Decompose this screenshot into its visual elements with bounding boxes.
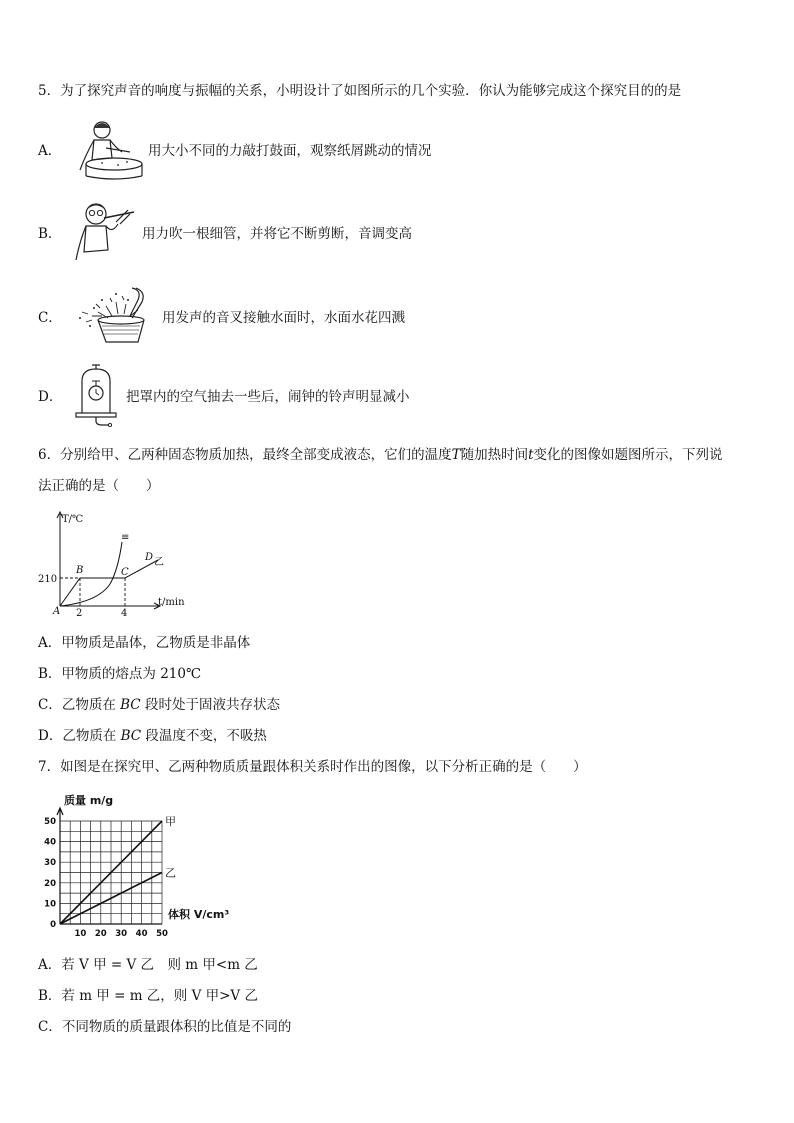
- bell-jar-illustration: [72, 363, 122, 427]
- curve-top-symbol: ≡: [121, 532, 130, 543]
- option-text: 用大小不同的力敲打鼓面，观察纸屑跳动的情况: [148, 143, 432, 159]
- option-letter: A．: [38, 957, 62, 973]
- x-tick-label: 40: [135, 929, 148, 939]
- y-tick-label: 30: [44, 858, 56, 869]
- x-tick-2: 2: [76, 608, 83, 618]
- option-text: 乙物质在: [62, 728, 121, 744]
- q7-option-c: [38, 1017, 291, 1037]
- option-text: 若 m 甲 = m 乙，则 V 甲>V 乙: [61, 988, 258, 1004]
- series-label-yi: 乙: [165, 866, 176, 880]
- option-letter: D．: [38, 389, 63, 405]
- option-text: 乙物质在: [61, 697, 121, 713]
- option-letter: C．: [38, 697, 62, 713]
- option-text: 把罩内的空气抽去一些后，闹钟的铃声明显减小: [126, 389, 410, 405]
- chart-axes: [57, 808, 162, 924]
- point-label-a: A: [53, 606, 61, 617]
- x-tick-4: 4: [121, 608, 128, 618]
- q6-option-d: [38, 726, 267, 746]
- q7-stem: 7．如图是在探究甲、乙两种物质质量跟体积关系时作出的图像，以下分析正确的是（ ）: [38, 759, 587, 775]
- x-axis-label: 体积 V/cm³: [168, 908, 230, 921]
- option-letter: C．: [38, 1019, 62, 1035]
- option-text: 甲物质是晶体，乙物质是非晶体: [61, 635, 251, 651]
- q6-stem-part: 随加热时间: [460, 447, 529, 463]
- q6-stem-line1: [38, 445, 723, 465]
- y-tick-label: 40: [44, 837, 56, 848]
- q6-stem-part: 变化的图像如题图所示，下列说: [533, 447, 723, 463]
- option-em: BC: [120, 728, 142, 744]
- y-tick-210: 210: [38, 574, 58, 585]
- y-tick-label: 50: [44, 817, 56, 827]
- q6-option-a: [38, 633, 250, 653]
- q5-option-b: [38, 200, 412, 264]
- option-text: 若 V 甲 = V 乙 则 m 甲<m 乙: [61, 957, 258, 973]
- y-tick-label: 0: [50, 920, 56, 930]
- point-label-d: D: [145, 552, 154, 563]
- curve-jia: [60, 542, 122, 606]
- x-axis-label: t/min: [158, 597, 185, 608]
- point-label-b: B: [76, 565, 84, 576]
- option-letter: B．: [38, 226, 62, 242]
- q6-stem-var-t: t: [528, 447, 534, 463]
- y-tick-label: 20: [44, 878, 56, 889]
- q6-stem-part: 6．分别给甲、乙两种固态物质加热，最终全部变成液态，它们的温度: [38, 447, 452, 463]
- x-tick-label: 20: [94, 929, 107, 939]
- q5-option-a: [38, 118, 432, 180]
- y-axis-label: T/℃: [62, 514, 84, 525]
- option-letter: B．: [38, 988, 62, 1004]
- option-text: 段温度不变，不吸热: [141, 728, 267, 744]
- x-tick-label: 50: [156, 929, 168, 939]
- option-text: 甲物质的熔点为 210℃: [61, 666, 202, 682]
- option-text: 用发声的音叉接触水面时，水面水花四溅: [162, 310, 405, 326]
- y-tick-label: 10: [44, 899, 56, 910]
- series-label-jia: 甲: [165, 815, 176, 828]
- q6-temperature-graph: [36, 508, 188, 618]
- q6-option-b: [38, 664, 201, 684]
- q7-option-a: [38, 955, 258, 975]
- q6-option-c: [38, 695, 280, 715]
- drum-illustration: [72, 118, 144, 180]
- y-axis-label: 质量 m/g: [64, 794, 114, 807]
- curve-label-yi: 乙: [154, 557, 164, 568]
- tuning-fork-water-illustration: [72, 286, 158, 346]
- straw-illustration: [72, 200, 138, 264]
- q5-stem: 5．为了探究声音的响度与振幅的关系，小明设计了如图所示的几个实验．你认为能够完成这个探究目的的是: [38, 83, 682, 99]
- option-em: BC: [120, 697, 141, 713]
- point-label-c: C: [121, 567, 129, 578]
- option-letter: A．: [38, 143, 62, 159]
- x-tick-label: 30: [115, 929, 128, 939]
- curve-yi: [60, 560, 158, 606]
- q5-option-d: [38, 363, 410, 427]
- option-letter: A．: [38, 635, 62, 651]
- q6-stem-line2: 法正确的是（ ）: [38, 478, 160, 494]
- option-letter: C．: [38, 310, 62, 326]
- option-letter: B．: [38, 666, 62, 682]
- q7-option-b: [38, 986, 258, 1006]
- q5-option-c: [38, 286, 405, 346]
- option-text: 段时处于固液共存状态: [140, 697, 280, 713]
- q7-mass-volume-chart: [38, 790, 238, 942]
- q6-stem-var-T: T: [451, 447, 461, 463]
- option-text: 用力吹一根细管，并将它不断剪断，音调变高: [142, 226, 412, 242]
- option-letter: D．: [38, 728, 63, 744]
- option-text: 不同物质的质量跟体积的比值是不同的: [61, 1019, 292, 1035]
- x-tick-label: 10: [74, 929, 87, 939]
